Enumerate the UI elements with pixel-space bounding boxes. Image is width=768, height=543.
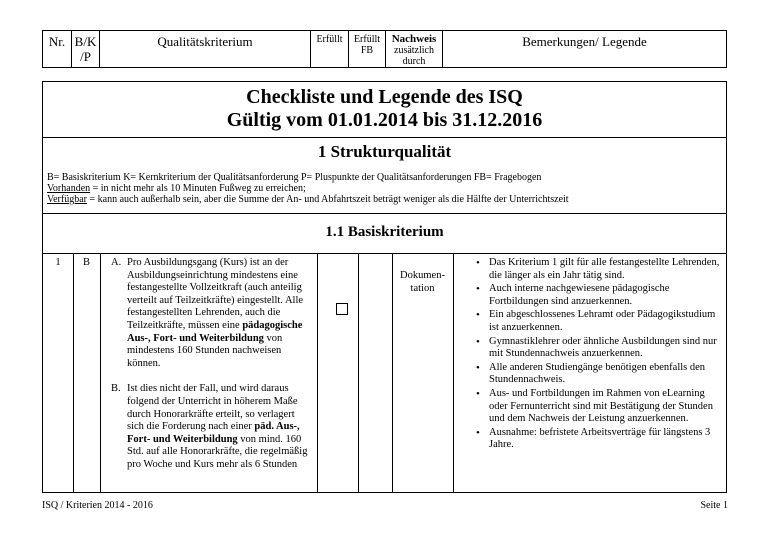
legend-text-vorhanden: = in nicht mehr als 10 Minuten Fußweg zu erreichen; — [90, 183, 306, 194]
remark-item: • Alle anderen Studiengänge benötigen ebenfalls den Stundennachweis. — [473, 362, 721, 387]
row-bemerkungen — [473, 257, 721, 453]
col-bk-label-1: B/K — [74, 34, 97, 49]
col-bemerkungen-label: Bemerkungen/ Legende — [522, 34, 647, 49]
criterion-item-b-text-1: Ist dies nicht der Fall, und wird daraus folgend der Unterricht in höherem Maße durch Honorarkräfte erteilt, so verlagert sich die Forderung nach einer — [127, 383, 298, 433]
header-table — [42, 30, 727, 68]
col-erfuellt-fb — [349, 31, 386, 68]
criterion-item-a-text-1: Pro Ausbildungsgang (Kurs) ist an der Ausbildungseinrichtung mindestens eine festangestellte Vollzeitkraft (auch anteilig verteilt auf Teilzeitkräfte) eingestellt. Alle festangestellten Lehrenden, auch die Teilzeitkräfte, müssen eine — [127, 257, 304, 331]
remark-item: • Aus- und Fortbildungen im Rahmen von eLearning oder Fernunterricht sind mit Bestätigung der Stunden und dem Nachweis der Leistung anzuerkennen. — [473, 388, 721, 426]
column-divider — [317, 254, 318, 492]
legend-term-verfuegbar: Verfügbar — [47, 194, 87, 205]
criterion-item-a-label: A. — [111, 257, 122, 268]
legend-term-vorhanden: Vorhanden — [47, 183, 91, 194]
column-divider — [73, 254, 74, 492]
col-erfuellt-label: Erfüllt — [316, 34, 343, 45]
footer-left: ISQ / Kriterien 2014 - 2016 — [42, 500, 153, 511]
legend-line1: B= Basiskriterium K= Kernkriterium der Qualitätsanforderung P= Pluspunkte der Qualitätsanforderungen FB= Fragebogen — [47, 172, 542, 183]
col-erfuellt — [311, 31, 349, 68]
remarks-list — [473, 257, 721, 452]
col-nachweis — [386, 31, 443, 68]
col-erfuellt-fb-label-1: Erfüllt — [353, 34, 381, 45]
legend-line3 — [47, 194, 569, 205]
row-nachweis-line1: Dokumen- — [400, 270, 445, 281]
row-nachweis — [392, 257, 453, 295]
criterion-item-a — [109, 257, 313, 370]
remark-item: • Auch interne nachgewiesene pädagogische Fortbildungen sind anzuerkennen. — [473, 283, 721, 308]
criterion-item-b — [109, 383, 313, 471]
col-bk-label-2: /P — [80, 49, 91, 64]
divider — [43, 213, 726, 214]
column-divider — [453, 254, 454, 492]
col-bemerkungen — [443, 31, 727, 68]
legend-line2 — [47, 183, 306, 194]
remark-item: • Das Kriterium 1 gilt für alle festangestellte Lehrenden, die länger als ein Jahr tätig sind. — [473, 257, 721, 282]
criterion-item-a-bold: pädagogische Aus-, Fort- und Weiterbildung — [127, 319, 303, 344]
subsection-heading: 1.1 Basiskriterium — [325, 224, 444, 240]
row-nachweis-line2: tation — [410, 282, 435, 294]
section-heading: 1 Strukturqualität — [317, 142, 452, 161]
criterion-item-a-text-2: von mindestens 160 Stunden nachweisen können. — [127, 332, 283, 369]
criterion-item-b-bold: päd. Aus-, Fort- und Weiterbildung — [127, 421, 300, 445]
col-criterion — [100, 31, 311, 68]
column-divider — [358, 254, 359, 492]
remark-item: • Gymnastiklehrer oder ähnliche Ausbildungen sind nur mit Stundennachweis anzuerkennen. — [473, 336, 721, 361]
col-nachweis-label: Nachweis — [391, 33, 437, 45]
row-criterion — [109, 257, 313, 472]
col-nachweis-label-2: zusätzlich — [394, 45, 434, 56]
col-nr — [43, 31, 72, 68]
col-nachweis-label-3: durch — [402, 56, 426, 67]
erfuellt-checkbox[interactable] — [336, 303, 348, 315]
col-criterion-label: Qualitätskriterium — [157, 34, 253, 49]
criterion-item-b-text-2: von mind. 160 Std. auf alle Honorarkräfte, die regelmäßig pro Woche und Kurs mehr als 6 Stunden — [127, 433, 308, 470]
row-bk: B — [82, 257, 90, 268]
row-nr: 1 — [55, 257, 61, 268]
col-erfuellt-fb-label-2: FB — [360, 45, 374, 56]
document-title-line2: Gültig vom 01.01.2014 bis 31.12.2016 — [226, 109, 543, 131]
footer-page-number: Seite 1 — [700, 500, 728, 511]
criterion-item-b-label: B. — [111, 383, 121, 395]
column-divider — [100, 254, 101, 492]
divider — [43, 137, 726, 138]
col-bk — [72, 31, 100, 68]
remark-item: • Ausnahme: befristete Arbeitsverträge für längstens 3 Jahre. — [473, 427, 721, 452]
divider — [43, 253, 726, 254]
remark-item: • Ein abgeschlossenes Lehramt oder Pädagogikstudium ist anzuerkennen. — [473, 309, 721, 334]
col-nr-label: Nr. — [48, 34, 66, 49]
document-title-line1: Checkliste und Legende des ISQ — [246, 86, 523, 108]
checklist-box — [42, 81, 727, 493]
legend-text-verfuegbar: = kann auch außerhalb sein, aber die Summe der An- und Abfahrtszeit beträgt weniger als die Hälfte der Unterrichtszeit — [86, 194, 569, 205]
